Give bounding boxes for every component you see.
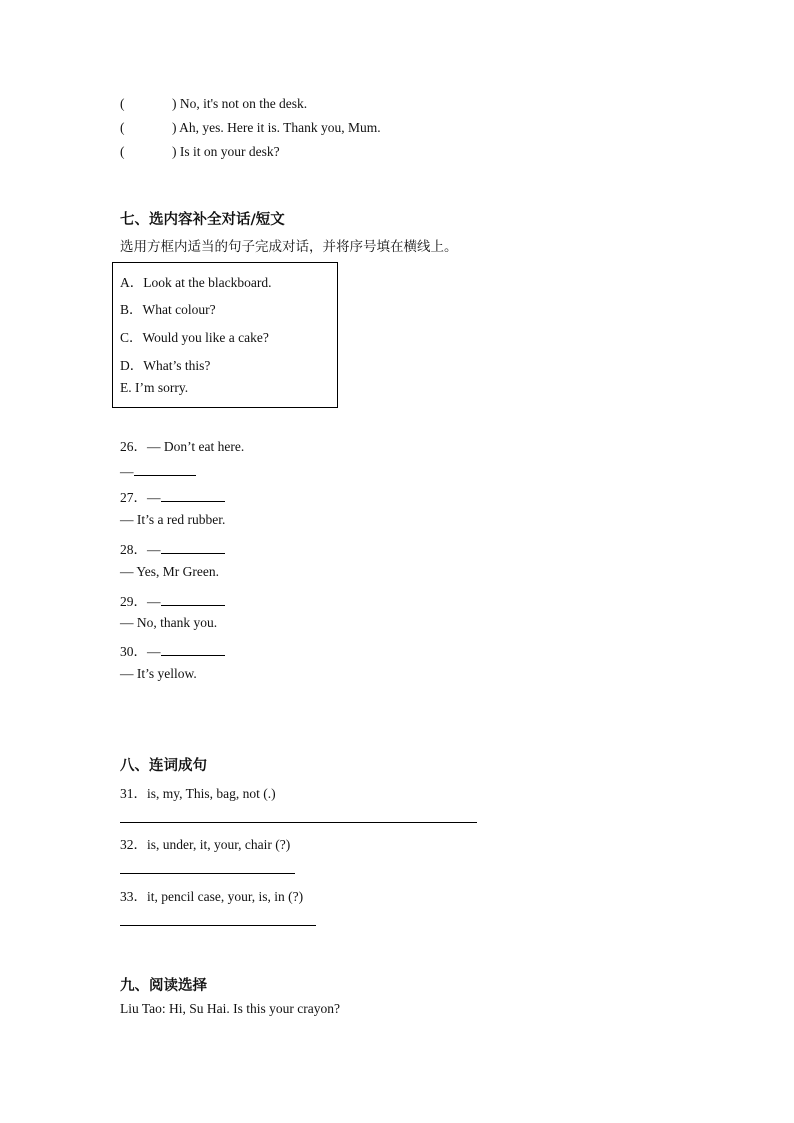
left-paren: (: [120, 96, 125, 111]
q28-reply: — Yes, Mr Green.: [120, 564, 219, 579]
q33-text: 33．it, pencil case, your, is, in (?): [120, 889, 304, 904]
option-c: C．Would you like a cake?: [120, 330, 269, 345]
q29-reply: — No, thank you.: [120, 615, 218, 630]
options-box: [112, 262, 338, 408]
reading-line-1: Liu Tao: Hi, Su Hai. Is this your crayon?: [120, 1001, 341, 1016]
option-b: B．What colour?: [120, 302, 216, 317]
ordering-item-3: [120, 144, 280, 160]
q27-reply: — It’s a red rubber.: [120, 512, 226, 527]
right-paren: ): [172, 144, 177, 159]
ordering-item-1: [120, 96, 307, 112]
answer-blank[interactable]: [161, 642, 225, 656]
q29-prompt: [120, 590, 225, 610]
q30-prompt: [120, 640, 225, 660]
q27-number: 27．—: [120, 490, 161, 505]
ordering-text: Is it on your desk?: [179, 144, 280, 159]
option-e: E. I’m sorry.: [120, 380, 189, 395]
ordering-item-2: [120, 120, 381, 136]
option-a: A．Look at the blackboard.: [120, 275, 272, 290]
q30-number: 30．—: [120, 644, 161, 659]
q27-prompt: [120, 486, 225, 506]
section-9-heading: 九、阅读选择: [120, 978, 207, 994]
answer-blank[interactable]: [161, 540, 225, 554]
answer-blank[interactable]: [161, 488, 225, 502]
q26-prompt: 26．— Don’t eat here.: [120, 439, 245, 454]
section-8-heading: 八、连词成句: [120, 758, 207, 774]
left-paren: (: [120, 144, 125, 159]
left-paren: (: [120, 120, 125, 135]
q30-reply: — It’s yellow.: [120, 666, 197, 681]
q31-text: 31．is, my, This, bag, not (.): [120, 786, 276, 801]
q33-answer-line[interactable]: [120, 925, 316, 926]
ordering-text: Ah, yes. Here it is. Thank you, Mum.: [179, 120, 381, 135]
q29-number: 29．—: [120, 594, 161, 609]
q32-answer-line[interactable]: [120, 873, 295, 874]
option-d: D．What’s this?: [120, 358, 211, 373]
section-7-heading: 七、选内容补全对话/短文: [120, 212, 285, 228]
right-paren: ): [172, 120, 177, 135]
dash: —: [120, 464, 134, 479]
q31-answer-line[interactable]: [120, 822, 477, 823]
q32-text: 32．is, under, it, your, chair (?): [120, 837, 291, 852]
q26-answer: [120, 462, 196, 480]
answer-blank[interactable]: [134, 462, 196, 476]
right-paren: ): [172, 96, 177, 111]
q28-number: 28．—: [120, 542, 161, 557]
ordering-text: No, it's not on the desk.: [179, 96, 308, 111]
section-7-instruction: 选用方框内适当的句子完成对话，并将序号填在横线上。: [120, 239, 458, 255]
answer-blank[interactable]: [161, 592, 225, 606]
q28-prompt: [120, 538, 225, 558]
